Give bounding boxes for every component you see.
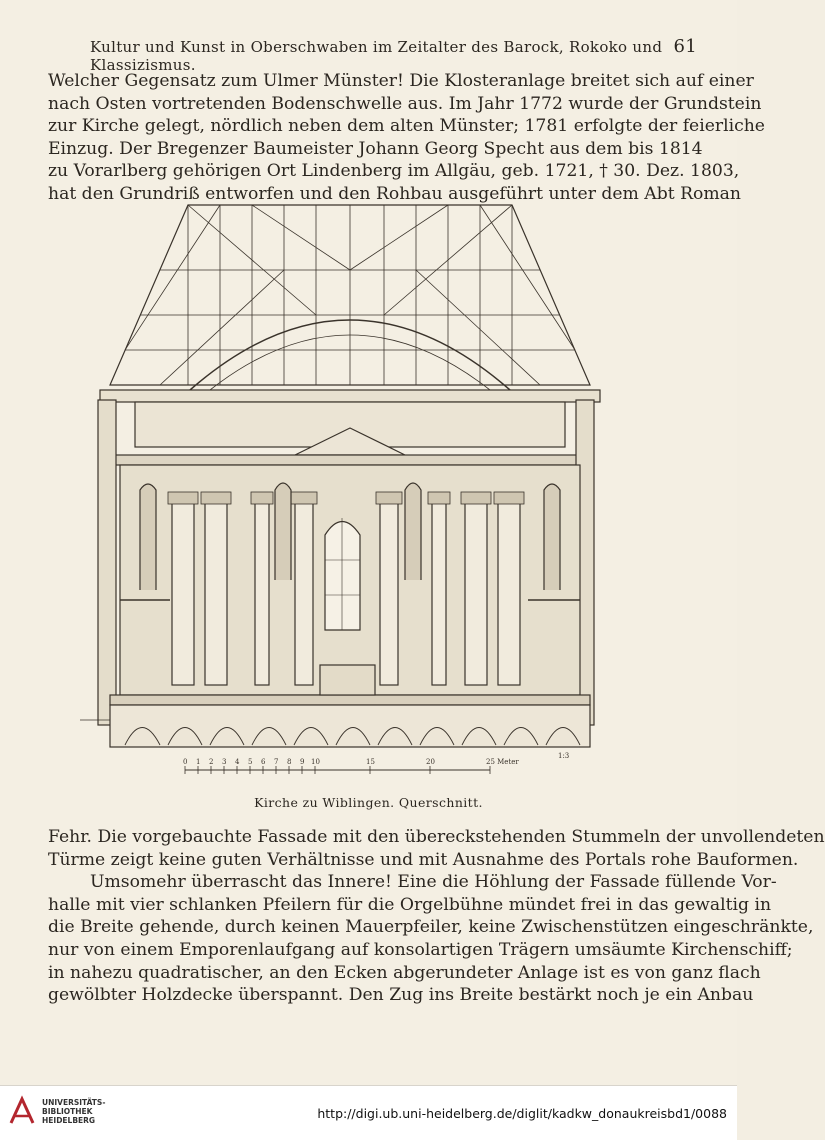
text-line: zur Kirche gelegt, nördlich neben dem alten Münster; 1781 erfolgte der feierliche: [48, 116, 765, 137]
text-line: in nahezu quadratischer, an den Ecken abgerundeter Anlage ist es von ganz flach: [48, 962, 761, 983]
scale-label: 5: [248, 758, 253, 766]
library-logo[interactable]: [8, 1096, 105, 1126]
text-line: halle mit vier schlanken Pfeilern für die Orgelbühne mündet frei in das gewaltig in: [48, 894, 772, 915]
text-line: hat den Grundriß entworfen und den Rohbau ausgeführt unter dem Abt Roman: [48, 183, 741, 204]
scale-label: 6: [261, 758, 266, 766]
scale-label: 15: [366, 758, 375, 766]
text-line: Einzug. Der Bregenzer Baumeister Johann Georg Specht aus dem bis 1814: [48, 138, 703, 159]
scale-label: 9: [300, 758, 305, 766]
page-number: 61: [673, 36, 697, 57]
text-line: gewölbter Holzdecke überspannt. Den Zug ins Breite bestärkt noch je ein Anbau: [48, 985, 754, 1006]
scale-label: 25 Meter: [486, 758, 519, 766]
church-cross-section-engraving: [80, 200, 620, 800]
scale-label: 1: [196, 758, 201, 766]
scale-label: 4: [235, 758, 240, 766]
scale-label: 20: [426, 758, 435, 766]
running-title: Kultur und Kunst in Oberschwaben im Zeitalter des Barock, Rokoko und Klassizismus.: [90, 38, 663, 74]
scale-label: 3: [222, 758, 227, 766]
text-line: Türme zeigt keine guten Verhältnisse und mit Ausnahme des Portals rohe Bauformen.: [48, 849, 799, 870]
running-header: [90, 36, 697, 74]
scale-note: 1:3: [558, 752, 570, 760]
permalink-url[interactable]: http://digi.ub.uni-heidelberg.de/diglit/kadkw_donaukreisbd1/0088: [317, 1106, 727, 1121]
scale-label: 2: [209, 758, 214, 766]
library-name: UNIVERSITÄTS- BIBLIOTHEK HEIDELBERG: [42, 1097, 106, 1125]
text-line: die Breite gehende, durch keinen Mauerpfeiler, keine Zwischenstützen eingeschränkte,: [48, 917, 814, 938]
text-line: nur von einem Emporenlaufgang auf konsolartigen Trägern umsäumte Kirchenschiff;: [48, 939, 793, 960]
text-line: Fehr. Die vorgebauchte Fassade mit den übereckstehenden Stummeln der unvollendeten: [48, 827, 825, 847]
paragraph-bottom: [48, 826, 825, 1007]
text-line: zu Vorarlberg gehörigen Ort Lindenberg im Allgäu, geb. 1721, † 30. Dez. 1803,: [48, 161, 740, 182]
scale-label: 10: [311, 758, 320, 766]
scale-label: 8: [287, 758, 292, 766]
figure-caption: Kirche zu Wiblingen. Querschnitt.: [254, 795, 483, 810]
text-line: Welcher Gegensatz zum Ulmer Münster! Die Klosteranlage breitet sich auf einer: [48, 71, 754, 91]
text-line: Umsomehr überrascht das Innere! Eine die Höhlung der Fassade füllende Vor-: [90, 872, 777, 893]
text-line: nach Osten vortretenden Bodenschwelle aus. Im Jahr 1772 wurde der Grundstein: [48, 93, 762, 114]
paragraph-top: [48, 70, 765, 206]
viewer-footer: [0, 1085, 737, 1140]
library-emblem-icon: [8, 1096, 36, 1126]
scale-label: 0: [183, 758, 188, 766]
scale-label: 7: [274, 758, 279, 766]
